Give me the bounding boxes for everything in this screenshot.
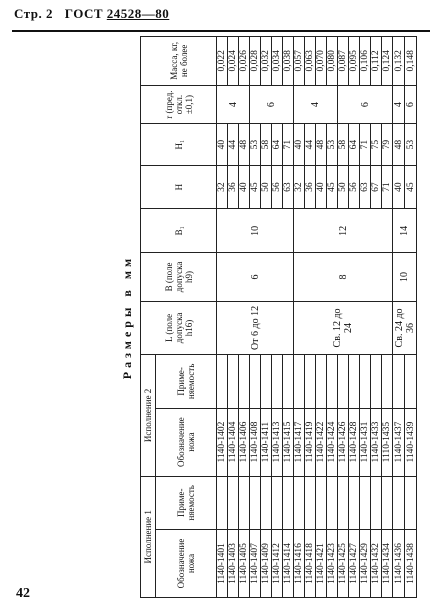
- col-B-header: B (поле допуска h9): [141, 253, 217, 302]
- H-cell: 71: [382, 165, 393, 209]
- mass-cell: 0,057: [294, 37, 305, 86]
- H1-cell: 44: [228, 124, 239, 165]
- B1-cell: 12: [294, 209, 393, 253]
- col-designation2-header: Обозначение ножа: [156, 408, 217, 476]
- mass-cell: 0,087: [338, 37, 349, 86]
- H-cell: 45: [250, 165, 261, 209]
- H1-cell: 53: [250, 124, 261, 165]
- standard-number: 24528—80: [106, 6, 170, 21]
- L-cell: От 6 до 12: [217, 301, 294, 354]
- applicability1-cell: [283, 476, 294, 529]
- col-applicability1-header: Приме- няемость: [156, 476, 217, 529]
- applicability1-cell: [405, 476, 417, 529]
- H1-cell: 40: [294, 124, 305, 165]
- designation2-cell: 1140-1417: [294, 408, 305, 476]
- designation2-cell: 1140-1433: [371, 408, 382, 476]
- designation2-cell: 1140-1428: [349, 408, 360, 476]
- designation2-cell: 1140-1426: [338, 408, 349, 476]
- applicability2-cell: [283, 355, 294, 408]
- r-cell: 4: [294, 85, 338, 124]
- mass-cell: 0,080: [327, 37, 338, 86]
- H1-cell: 48: [316, 124, 327, 165]
- applicability2-cell: [261, 355, 272, 408]
- applicability2-cell: [217, 355, 228, 408]
- applicability2-cell: [327, 355, 338, 408]
- designation2-cell: 1140-1415: [283, 408, 294, 476]
- B1-cell: 10: [217, 209, 294, 253]
- designation2-cell: 1140-1402: [217, 408, 228, 476]
- H1-cell: 79: [382, 124, 393, 165]
- designation1-cell: 1140-1416: [294, 530, 305, 598]
- mass-cell: 0,024: [228, 37, 239, 86]
- designation2-cell: 1140-1411: [261, 408, 272, 476]
- r-cell: 6: [250, 85, 294, 124]
- applicability2-cell: [239, 355, 250, 408]
- designation1-cell: 1140-1409: [261, 530, 272, 598]
- applicability2-cell: [349, 355, 360, 408]
- r-cell: 4: [393, 85, 405, 124]
- designation1-cell: 1140-1414: [283, 530, 294, 598]
- designation2-cell: 1140-1431: [360, 408, 371, 476]
- designation2-cell: 1140-1404: [228, 408, 239, 476]
- group2-header: Исполнение 2: [141, 355, 156, 476]
- H1-cell: 71: [283, 124, 294, 165]
- mass-cell: 0,124: [382, 37, 393, 86]
- applicability1-cell: [239, 476, 250, 529]
- designation2-cell: 1140-1413: [272, 408, 283, 476]
- H-cell: 50: [261, 165, 272, 209]
- applicability2-cell: [305, 355, 316, 408]
- B1-cell: 14: [393, 209, 417, 253]
- applicability1-cell: [393, 476, 405, 529]
- H1-cell: 64: [272, 124, 283, 165]
- H-cell: 45: [405, 165, 417, 209]
- col-r-header: r (пред. откл. ±0,1): [141, 85, 217, 124]
- designation2-cell: 1140-1439: [405, 408, 417, 476]
- applicability1-cell: [327, 476, 338, 529]
- designation2-cell: 1140-1406: [239, 408, 250, 476]
- L-cell: Св. 12 до 24: [294, 301, 393, 354]
- page-label: Стр. 2: [14, 6, 53, 21]
- H-cell: 63: [283, 165, 294, 209]
- mass-cell: 0,112: [371, 37, 382, 86]
- H1-cell: 58: [338, 124, 349, 165]
- H1-cell: 48: [393, 124, 405, 165]
- col-H-header: H: [141, 165, 217, 209]
- col-applicability2-header: Приме- няемость: [156, 355, 217, 408]
- rotated-table-container: [116, 36, 434, 598]
- applicability2-cell: [250, 355, 261, 408]
- applicability2-cell: [272, 355, 283, 408]
- applicability2-cell: [294, 355, 305, 408]
- table-row: [393, 37, 405, 598]
- applicability2-cell: [371, 355, 382, 408]
- table-row: [217, 37, 228, 598]
- mass-cell: 0,026: [239, 37, 250, 86]
- designation1-cell: 1140-1432: [371, 530, 382, 598]
- designation1-cell: 1140-1423: [327, 530, 338, 598]
- col-B1-header: B₁: [141, 209, 217, 253]
- col-mass-header: Масса, кг, не более: [141, 37, 217, 86]
- B-cell: 10: [393, 253, 417, 302]
- designation1-cell: 1140-1418: [305, 530, 316, 598]
- mass-cell: 0,022: [217, 37, 228, 86]
- col-H1-header: H₁: [141, 124, 217, 165]
- applicability1-cell: [360, 476, 371, 529]
- B-cell: 8: [294, 253, 393, 302]
- applicability1-cell: [272, 476, 283, 529]
- designation1-cell: 1140-1425: [338, 530, 349, 598]
- designation1-cell: 1140-1427: [349, 530, 360, 598]
- dimensions-table: [140, 36, 417, 598]
- H1-cell: 58: [261, 124, 272, 165]
- H-cell: 56: [272, 165, 283, 209]
- H-cell: 32: [294, 165, 305, 209]
- designation1-cell: 1140-1434: [382, 530, 393, 598]
- applicability2-cell: [338, 355, 349, 408]
- H1-cell: 40: [217, 124, 228, 165]
- mass-cell: 0,106: [360, 37, 371, 86]
- H1-cell: 64: [349, 124, 360, 165]
- applicability1-cell: [217, 476, 228, 529]
- H-cell: 40: [239, 165, 250, 209]
- r-cell: 6: [338, 85, 393, 124]
- designation1-cell: 1140-1401: [217, 530, 228, 598]
- B-cell: 6: [217, 253, 294, 302]
- applicability2-cell: [405, 355, 417, 408]
- H-cell: 63: [360, 165, 371, 209]
- col-designation1-header: Обозначение ножа: [156, 530, 217, 598]
- applicability1-cell: [382, 476, 393, 529]
- designation1-cell: 1140-1405: [239, 530, 250, 598]
- r-cell: 4: [217, 85, 250, 124]
- mass-cell: 0,028: [250, 37, 261, 86]
- designation2-cell: 1140-1424: [327, 408, 338, 476]
- applicability1-cell: [349, 476, 360, 529]
- mass-cell: 0,034: [272, 37, 283, 86]
- designation2-cell: 1140-1408: [250, 408, 261, 476]
- H-cell: 45: [327, 165, 338, 209]
- H-cell: 36: [228, 165, 239, 209]
- H-cell: 36: [305, 165, 316, 209]
- H-cell: 40: [316, 165, 327, 209]
- table-body: [217, 37, 417, 598]
- standard-label: ГОСТ: [64, 6, 104, 21]
- applicability2-cell: [316, 355, 327, 408]
- H1-cell: 53: [327, 124, 338, 165]
- H1-cell: 53: [405, 124, 417, 165]
- H1-cell: 75: [371, 124, 382, 165]
- applicability1-cell: [371, 476, 382, 529]
- mass-cell: 0,095: [349, 37, 360, 86]
- applicability2-cell: [393, 355, 405, 408]
- designation1-cell: 1140-1403: [228, 530, 239, 598]
- designation1-cell: 1140-1429: [360, 530, 371, 598]
- H-cell: 56: [349, 165, 360, 209]
- H1-cell: 48: [239, 124, 250, 165]
- applicability1-cell: [261, 476, 272, 529]
- H-cell: 67: [371, 165, 382, 209]
- applicability1-cell: [305, 476, 316, 529]
- H1-cell: 44: [305, 124, 316, 165]
- L-cell: Св. 24 до 36: [393, 301, 417, 354]
- group1-header: Исполнение 1: [141, 476, 156, 597]
- page-number: 42: [16, 586, 30, 601]
- mass-cell: 0,132: [393, 37, 405, 86]
- table-row: [294, 37, 305, 598]
- r-cell: 6: [405, 85, 417, 124]
- H1-cell: 71: [360, 124, 371, 165]
- col-L-header: L (поле допуска h16): [141, 301, 217, 354]
- applicability1-cell: [250, 476, 261, 529]
- mass-cell: 0,038: [283, 37, 294, 86]
- designation2-cell: 1140-1419: [305, 408, 316, 476]
- mass-cell: 0,070: [316, 37, 327, 86]
- designation1-cell: 1140-1436: [393, 530, 405, 598]
- applicability1-cell: [228, 476, 239, 529]
- H-cell: 32: [217, 165, 228, 209]
- applicability1-cell: [338, 476, 349, 529]
- designation2-cell: 1140-1437: [393, 408, 405, 476]
- table-title: Размеры в мм: [120, 254, 134, 380]
- header-row-groups: [141, 37, 156, 598]
- mass-cell: 0,032: [261, 37, 272, 86]
- designation1-cell: 1140-1412: [272, 530, 283, 598]
- mass-cell: 0,148: [405, 37, 417, 86]
- applicability2-cell: [382, 355, 393, 408]
- mass-cell: 0,063: [305, 37, 316, 86]
- H-cell: 50: [338, 165, 349, 209]
- designation1-cell: 1140-1421: [316, 530, 327, 598]
- applicability1-cell: [316, 476, 327, 529]
- designation2-cell: 1140-1422: [316, 408, 327, 476]
- designation1-cell: 1140-1438: [405, 530, 417, 598]
- designation2-cell: 1110-1435: [382, 408, 393, 476]
- applicability2-cell: [228, 355, 239, 408]
- designation1-cell: 1140-1407: [250, 530, 261, 598]
- H-cell: 40: [393, 165, 405, 209]
- applicability2-cell: [360, 355, 371, 408]
- applicability1-cell: [294, 476, 305, 529]
